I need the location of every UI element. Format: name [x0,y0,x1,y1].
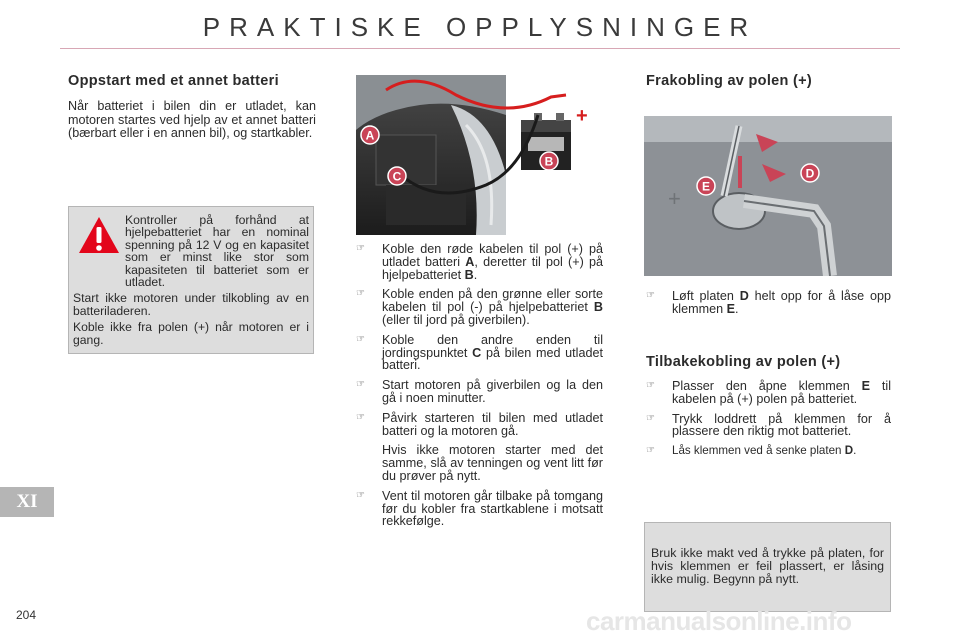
reconnect-list [646,380,891,465]
figure-label-e: E [701,179,711,194]
bullet-icon: ☞ [646,412,655,424]
step-6: ☞ Vent til motoren går tilbake på tomgang før du kobler fra startkablene i motsatt rekkefølge. [356,488,603,529]
title-divider [60,48,900,49]
info-note-text: Bruk ikke makt ved å trykke på platen, for hvis klemmen er feil plassert, er låsing ikke mulig. Begynn på nytt. [651,546,884,586]
bullet-icon: ☞ [356,288,365,300]
figure-label-d: D [805,166,815,181]
page-number: 204 [16,608,37,622]
chapter-tab: XI [0,487,54,517]
bullet-icon: ☞ [356,333,365,345]
bullet-icon: ☞ [356,379,365,391]
step-5-note: Hvis ikke motoren starter med det samme, slå av tenningen og vent litt før du prøver på nytt. [382,443,603,483]
step-5: ☞ Påvirk starteren til bilen med utladet batteri og la motoren gå. [356,410,603,438]
disconnect-step: ☞ Løft platen D helt opp for å låse opp klemmen E. [646,289,891,316]
step-2: ☞ Koble enden på den grønne eller sorte kabelen til pol (-) på hjelpebatteriet B (eller til jord på giverbilen). [356,287,603,327]
figure-label-a: A [365,128,375,143]
section-heading-reconnect: Tilbakekobling av polen (+) [646,354,841,370]
step-3: ☞ Koble den andre enden til jordingspunktet C på bilen med utladet batteri. [356,332,603,373]
watermark: carmanualsonline.info [586,606,852,636]
figure-label-c: C [392,169,402,184]
figure-label-b: B [544,154,554,169]
section-heading-start: Oppstart med et annet batteri [68,73,279,89]
page-title: PRAKTISKE OPPLYSNINGER [202,12,758,42]
step-4: ☞ Start motoren på giverbilen og la den gå i noen minutter. [356,378,603,405]
bullet-icon: ☞ [356,489,365,501]
steps-list [356,243,603,535]
reconnect-step-2: ☞ Trykk loddrett på klemmen for å plassere den riktig mot batteriet. [646,411,891,439]
warning-box [68,206,314,354]
plus-label: + [576,105,588,127]
terminal-illustration [644,116,892,276]
bullet-icon: ☞ [356,243,365,254]
warning-text-2: Start ikke motoren under tilkobling av en batteriladeren. [73,291,309,318]
bullet-icon: ☞ [646,445,655,457]
bullet-icon: ☞ [646,290,655,301]
step-1: ☞ Koble den røde kabelen til pol (+) på utladet batteri A, deretter til pol (+) på hjelpebatteriet B. [356,242,603,282]
info-note-box [644,522,891,612]
jump-start-illustration [356,75,588,235]
bullet-icon: ☞ [356,411,365,423]
section-heading-disconnect: Frakobling av polen (+) [646,73,813,89]
reconnect-step-1: ☞ Plasser den åpne klemmen E til kabelen på (+) polen på batteriet. [646,379,892,406]
warning-text-3: Koble ikke fra polen (+) når motoren er i gang. [73,320,309,347]
intro-paragraph: Når batteriet i bilen din er utladet, kan motoren startes ved hjelp av et annet batteri (bærbart eller i en annen bil), og startkabler. [68,99,316,141]
reconnect-step-3: ☞ Lås klemmen ved å senke platen D. [646,444,857,458]
battery-plus-mark: + [668,186,681,211]
warning-text-1: Kontroller på forhånd at hjelpebatteriet har en nominal spenning på 12 V og en kapasitet som er minst like stor som kapasiteten til batteriet som er utladet. [125,213,309,290]
disconnect-list [646,290,891,323]
bullet-icon: ☞ [646,380,655,391]
